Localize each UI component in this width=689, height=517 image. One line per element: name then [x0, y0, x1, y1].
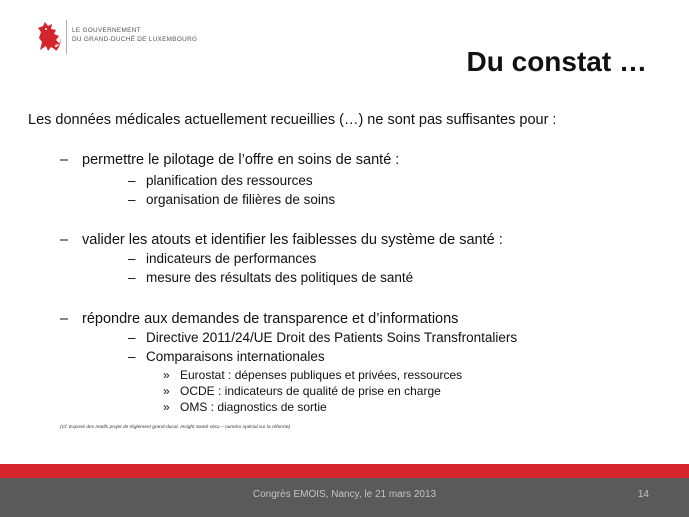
dash-marker: – — [128, 173, 136, 188]
sub-sub-item-text: OCDE : indicateurs de qualité de prise en charge — [180, 384, 441, 398]
sub-item-text: Directive 2011/24/UE Droit des Patients Soins Transfrontaliers — [146, 330, 518, 345]
footer-red-band — [0, 464, 689, 478]
list-item-text: valider les atouts et identifier les faiblesses du système de santé : — [82, 232, 503, 248]
gov-line-1: LE GOUVERNEMENT — [72, 27, 141, 34]
slide-title: Du constat … — [466, 46, 647, 77]
gov-line-2: DU GRAND-DUCHÉ DE LUXEMBOURG — [72, 36, 198, 43]
dash-marker: – — [128, 270, 136, 285]
chevron-marker: » — [163, 368, 170, 382]
sub-item-text: Comparaisons internationales — [146, 349, 325, 364]
dash-marker: – — [128, 349, 136, 364]
chevron-marker: » — [163, 400, 170, 414]
sub-sub-item-text: OMS : diagnostics de sortie — [180, 400, 327, 414]
dash-marker: – — [128, 330, 136, 345]
sub-item — [128, 173, 313, 188]
list-item-2 — [60, 232, 503, 248]
dash-marker: – — [60, 152, 69, 168]
sub-item — [128, 270, 413, 285]
sub-item-text: organisation de filières de soins — [146, 192, 336, 207]
sub-sub-item — [163, 368, 462, 382]
list-item-text: permettre le pilotage de l’offre en soins de santé : — [82, 152, 400, 168]
government-name — [72, 26, 197, 44]
luxembourg-lion-logo — [34, 20, 64, 54]
list-item-3 — [60, 311, 458, 327]
sub-item-text: indicateurs de performances — [146, 251, 317, 266]
logo-divider — [66, 20, 67, 54]
sub-sub-item — [163, 384, 441, 398]
page-number: 14 — [637, 489, 649, 500]
footnote: (Cf. Exposé des motifs projet de règlement grand-ducal, Insight Santé sécu – numéro spécial sur la réforme) — [60, 425, 291, 430]
sub-item-text: planification des ressources — [146, 173, 313, 188]
sub-item-text: mesure des résultats des politiques de santé — [146, 270, 414, 285]
list-item-text: répondre aux demandes de transparence et d’informations — [82, 311, 459, 327]
sub-item — [128, 330, 517, 345]
intro-text: Les données médicales actuellement recueillies (…) ne sont pas suffisantes pour : — [28, 112, 557, 128]
dash-marker: – — [60, 232, 69, 248]
sub-sub-item — [163, 400, 327, 414]
list-item-1 — [60, 152, 399, 168]
footer-text: Congrès EMOIS, Nancy, le 21 mars 2013 — [252, 489, 437, 500]
sub-item — [128, 192, 335, 207]
sub-sub-item-text: Eurostat : dépenses publiques et privées, ressources — [180, 368, 463, 382]
dash-marker: – — [128, 192, 136, 207]
dash-marker: – — [60, 311, 69, 327]
chevron-marker: » — [163, 384, 170, 398]
sub-item — [128, 251, 316, 266]
sub-item — [128, 349, 325, 364]
dash-marker: – — [128, 251, 136, 266]
